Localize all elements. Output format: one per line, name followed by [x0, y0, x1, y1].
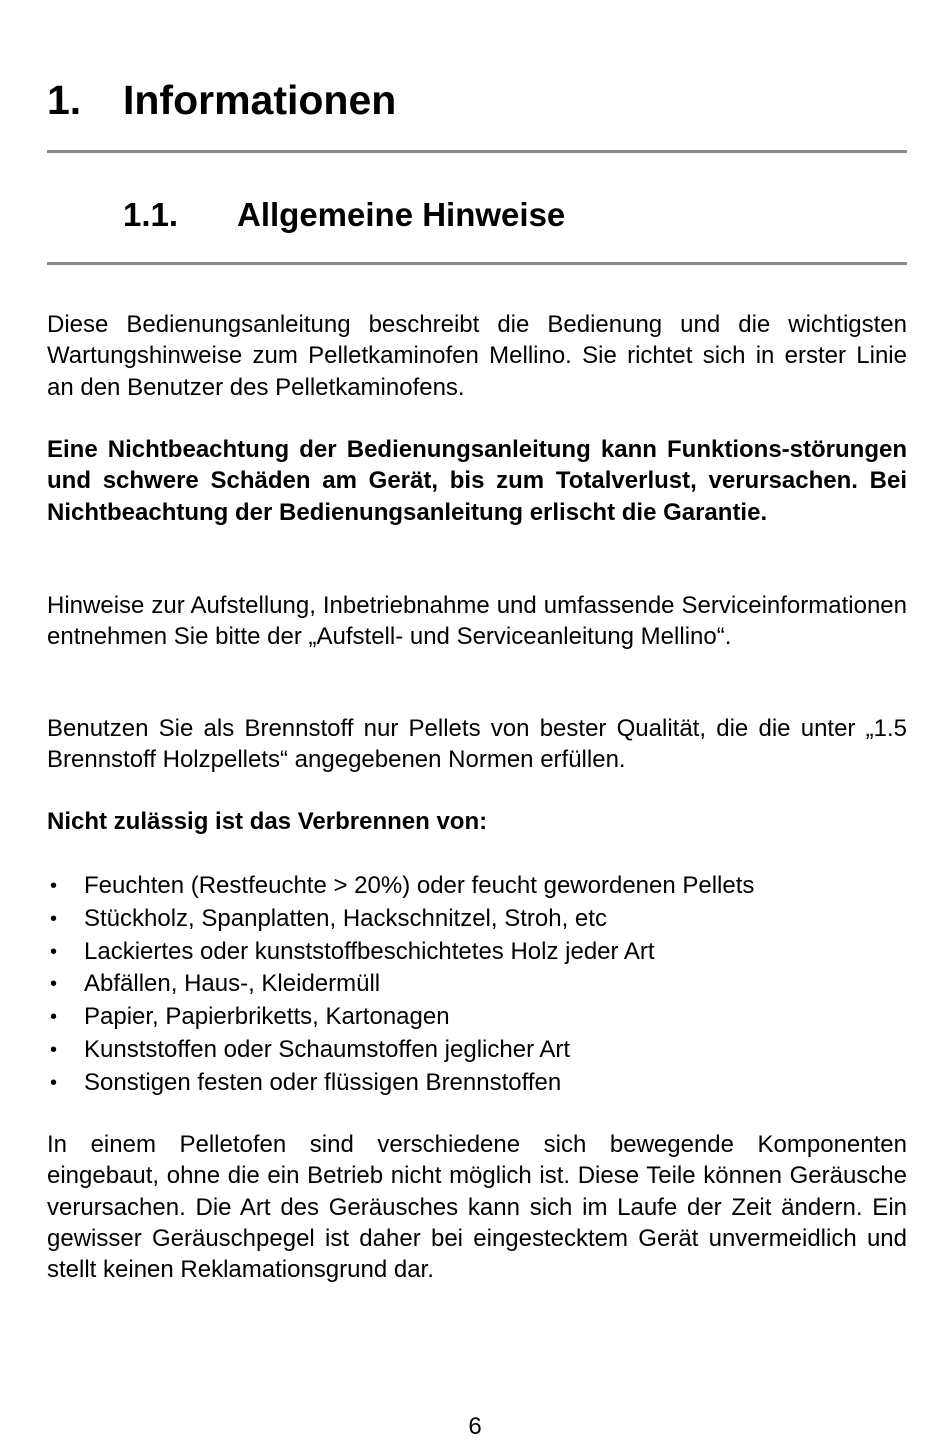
list-item-text: Abfällen, Haus-, Kleidermüll: [84, 970, 381, 998]
section-divider: [47, 262, 907, 265]
fuel-paragraph: Benutzen Sie als Brennstoff nur Pellets von bester Qualität, die die unter „1.5 Brennstoff Holzpellets“ angegebenen Normen erfüllen.: [47, 715, 907, 774]
chapter-number: 1.: [47, 77, 82, 123]
not-allowed-heading: Nicht zulässig ist das Verbrennen von:: [47, 808, 488, 835]
chapter-title: Informationen: [123, 77, 397, 123]
installation-paragraph: Hinweise zur Aufstellung, Inbetriebnahme und umfassende Serviceinformationen entnehmen Sie bitte der „Aufstell- und Serviceanleitung Mellino“.: [47, 592, 907, 651]
page-number: 6: [468, 1413, 482, 1440]
bullet-icon: •: [50, 940, 58, 963]
list-item: [47, 1001, 907, 1034]
bullet-icon: •: [50, 1006, 58, 1029]
chapter-heading: [47, 72, 396, 128]
not-allowed-list: [47, 870, 907, 1100]
list-item-text: Feuchten (Restfeuchte > 20%) oder feucht gewordenen Pellets: [84, 872, 755, 899]
bullet-icon: •: [50, 907, 58, 930]
list-item: [47, 936, 907, 969]
list-item: [47, 903, 907, 936]
list-item: [47, 1067, 907, 1100]
list-item: [47, 1034, 907, 1067]
chapter-divider: [47, 150, 907, 153]
intro-paragraph: Diese Bedienungsanleitung beschreibt die Bedienung und die wichtigsten Wartungshinweise zum Pelletkaminofen Mellino. Sie richtet sich in erster Linie an den Benutzer des Pelletkaminofens.: [47, 311, 907, 401]
list-item: [47, 870, 907, 903]
list-item-text: Papier, Papierbriketts, Kartonagen: [84, 1003, 450, 1031]
bullet-icon: •: [50, 875, 58, 897]
list-item-text: Sonstigen festen oder flüssigen Brennstoffen: [84, 1068, 562, 1096]
noise-paragraph: In einem Pelletofen sind verschiedene sich bewegende Komponenten eingebaut, ohne die ein Betrieb nicht möglich ist. Diese Teile können Geräusche verursachen. Die Art des Geräusches kann sich im Laufe der Zeit ändern. Ein gewisser Geräuschpegel ist daher bei eingestecktem Gerät unvermeidlich und stellt keinen Reklamationsgrund dar.: [47, 1131, 907, 1284]
list-item-text: Lackiertes oder kunststoffbeschichtetes Holz jeder Art: [84, 937, 655, 965]
bullet-icon: •: [50, 1071, 58, 1094]
warning-paragraph: Eine Nichtbeachtung der Bedienungsanleitung kann Funktions-störungen und schwere Schäden am Gerät, bis zum Totalverlust, verursachen. Bei Nichtbeachtung der Bedienungsanleitung erlischt die Garantie.: [47, 436, 907, 526]
bullet-icon: •: [50, 1038, 58, 1061]
list-item-text: Kunststoffen oder Schaumstoffen jeglicher Art: [84, 1035, 571, 1063]
section-heading: [123, 191, 565, 239]
bullet-icon: •: [50, 973, 58, 996]
section-number: 1.1.: [123, 196, 179, 233]
list-item: [47, 968, 907, 1001]
list-item-text: Stückholz, Spanplatten, Hackschnitzel, Stroh, etc: [84, 904, 607, 932]
section-title: Allgemeine Hinweise: [237, 196, 566, 233]
